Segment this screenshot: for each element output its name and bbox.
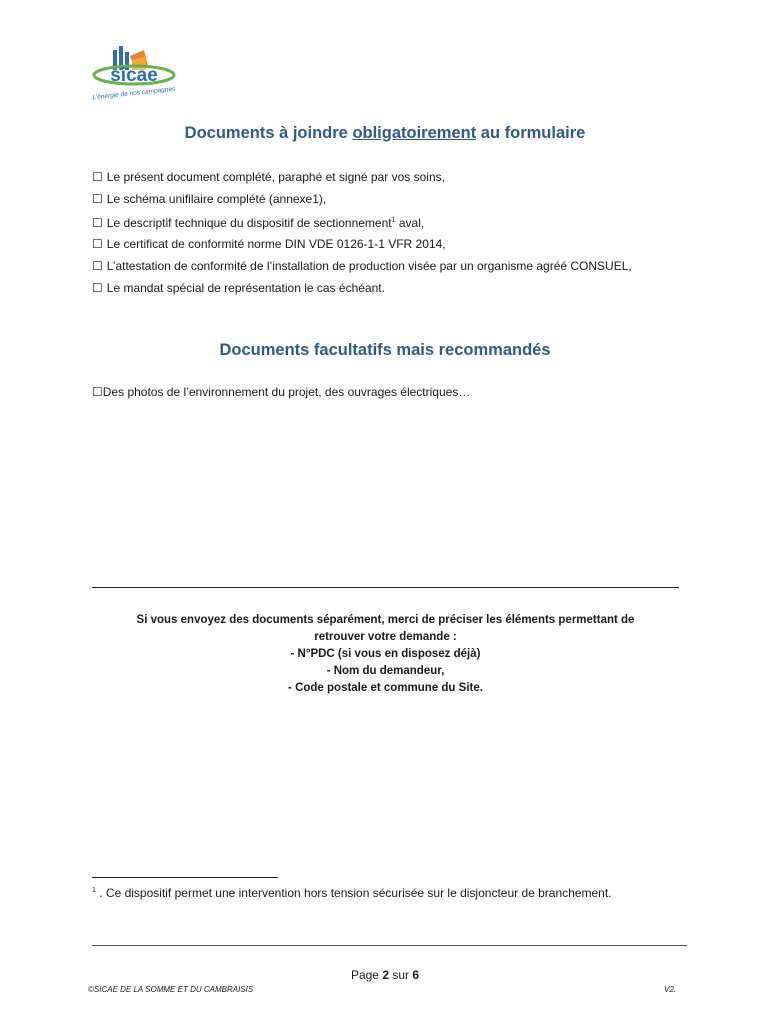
title-post: au formulaire [476, 124, 586, 142]
separate-submission-notice [92, 612, 679, 697]
item-text: Le descriptif technique du dispositif de sectionnement [106, 215, 392, 230]
footnote-separator [92, 877, 278, 878]
checkbox-icon[interactable]: ☐ [92, 237, 103, 252]
title-emphasis: obligatoirement [352, 124, 477, 142]
sicae-logo [88, 42, 184, 102]
item-text: Le mandat spécial de représentation le cas échéant. [106, 280, 385, 295]
logo-tagline: L'énergie de nos campagnes [92, 85, 176, 102]
optional-item [92, 385, 470, 399]
checkbox-icon[interactable]: ☐ [92, 170, 103, 184]
current-page: 2 [382, 968, 389, 982]
section-divider [92, 587, 679, 588]
notice-line: - Code postale et commune du Site. [288, 682, 483, 694]
item-text: Le présent document complété, paraphé et signé par vos soins, [106, 170, 445, 184]
footnote-marker: 1 [92, 887, 96, 894]
notice-line: - Nom du demandeur, [326, 665, 445, 677]
page-number [0, 968, 770, 982]
list-item [92, 280, 692, 296]
logo-wordmark: sicae [110, 65, 158, 86]
title-pre: Documents à joindre [184, 124, 353, 142]
checkbox-icon[interactable]: ☐ [92, 215, 103, 230]
page-mid: sur [389, 968, 413, 982]
sicae-logo-graphic [88, 42, 184, 102]
notice-line: Si vous envoyez des documents séparément, merci de préciser les éléments permettant de [136, 614, 635, 626]
total-pages: 6 [412, 968, 420, 982]
item-text-tail: aval, [395, 215, 425, 230]
item-text: Le schéma unifilaire complété (annexe1), [106, 191, 327, 206]
footnote-ref: 1 [391, 216, 396, 224]
notice-line: - N°PDC (si vous en disposez déjà) [290, 648, 481, 660]
optional-documents-title: Documents facultatifs mais recommandés [219, 341, 551, 359]
footnote-text: . Ce dispositif permet une intervention hors tension sécurisée sur le disjoncteur de branchement. [95, 886, 612, 900]
required-documents-title [0, 124, 770, 143]
footer-version: V2. [664, 985, 677, 994]
page-prefix: Page [350, 968, 383, 982]
required-documents-list [92, 169, 692, 302]
checkbox-icon[interactable]: ☐ [92, 259, 103, 274]
list-item [92, 191, 692, 207]
list-item [92, 169, 692, 185]
item-text: L’attestation de conformité de l’installation de production visée par un organisme agréé CONSUEL, [106, 259, 632, 274]
checkbox-icon[interactable]: ☐ [92, 191, 103, 206]
item-text: Le certificat de conformité norme DIN VDE 0126-1-1 VFR 2014, [106, 237, 446, 252]
list-item [92, 258, 692, 274]
checkbox-icon[interactable]: ☐ [92, 280, 103, 295]
list-item [92, 236, 692, 252]
checkbox-icon[interactable]: ☐ [92, 385, 103, 399]
item-text: Des photos de l’environnement du projet, des ouvrages électriques… [102, 385, 471, 399]
footnote [92, 886, 612, 900]
footer-copyright: ©SICAE DE LA SOMME ET DU CAMBRAISIS [88, 985, 254, 994]
notice-line: retrouver votre demande : [314, 631, 457, 643]
list-item [92, 213, 692, 231]
footer-divider [92, 945, 687, 946]
